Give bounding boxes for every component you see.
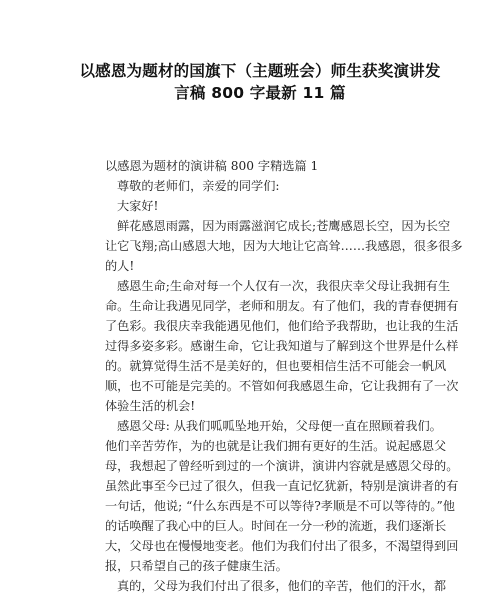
body-line: 的话唤醒了我心中的巨人。时间在一分一秒的流逝，我们逐渐长 [105, 519, 447, 533]
body-line: 尊敬的老师们，亲爱的同学们: [117, 179, 280, 193]
body-line: 鲜花感恩雨露，因为雨露滋润它成长;苍鹰感恩长空，因为长空 [117, 219, 451, 233]
body-line: 体验生活的机会! [105, 399, 196, 413]
title-line-2: 言稿 800 字最新 11 篇 [174, 84, 346, 102]
body-line: 的。就算觉得生活不是美好的，但也要相信生活不可能会一帆风 [105, 359, 447, 373]
body-line: 的人! [105, 259, 135, 273]
body-line: 过得多姿多彩。感谢生命，它让我知道与了解到这个世界是什么样 [105, 339, 459, 353]
body-line: 一句话，他说; “什么东西是不可以等待?孝顺是不可以等待的。”他 [105, 499, 455, 513]
section-heading: 以感恩为题材的演讲稿 800 字精选篇 1 [105, 159, 319, 173]
body-line: 顺，也不可能是完美的。不管如何我感恩生命，它让我拥有了一次 [105, 379, 459, 393]
body-line: 让它飞翔;高山感恩大地，因为大地让它高耸……我感恩，很多很多 [105, 239, 463, 253]
body-line: 报，只希望自己的孩子健康生活。 [105, 559, 288, 573]
title-line-1: 以感恩为题材的国旗下（主题班会）师生获奖演讲发 [79, 62, 441, 80]
body-line: 了色彩。我很庆幸我能遇见他们，他们给予我帮助，也让我的生活 [105, 319, 459, 333]
document-title [70, 60, 450, 104]
document-body [105, 156, 463, 596]
body-line: 他们辛苦劳作，为的也就是让我们拥有更好的生活。说起感恩父 [105, 439, 447, 453]
body-line: 感恩生命;生命对每一个人仅有一次，我很庆幸父母让我拥有生 [117, 279, 451, 293]
body-line: 命。生命让我遇见同学，老师和朋友。有了他们，我的青春便拥有 [105, 299, 459, 313]
body-line: 母，我想起了曾经听到过的一个演讲，演讲内容就是感恩父母的。 [105, 459, 459, 473]
body-line: 真的，父母为我们付出了很多，他们的辛苦，他们的汗水，都 [117, 579, 447, 593]
body-line: 感恩父母: 从我们呱呱坠地开始，父母便一直在照顾着我们。 [117, 419, 442, 433]
body-line: 大家好! [117, 199, 159, 213]
body-line: 虽然此事至今已过了很久，但我一直记忆犹新，特别是演讲者的有 [105, 479, 459, 493]
body-line: 大，父母也在慢慢地变老。他们为我们付出了很多，不渴望得到回 [105, 539, 459, 553]
